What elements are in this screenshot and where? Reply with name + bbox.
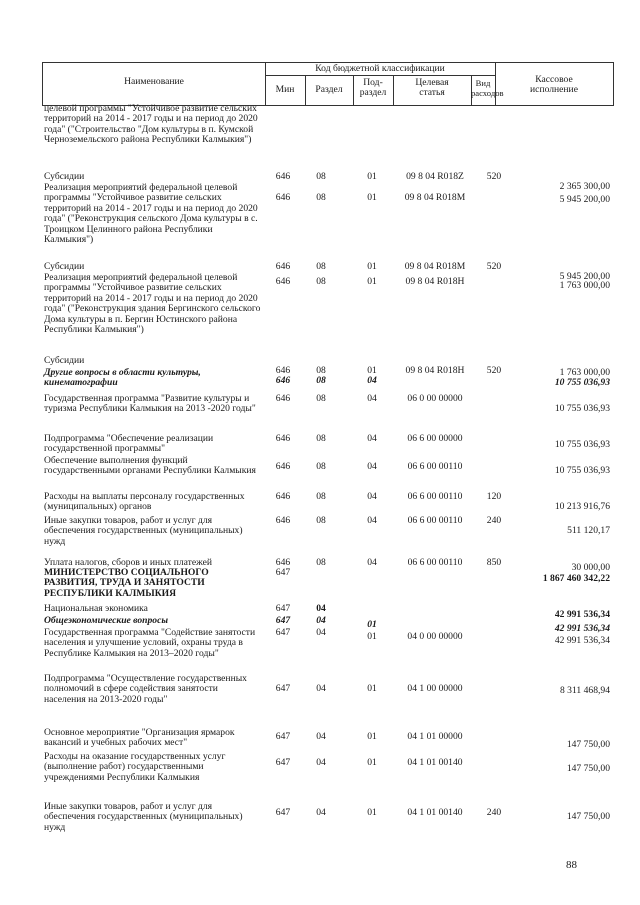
row-podrazdel: 01	[367, 261, 377, 272]
row-min: 647	[275, 757, 291, 768]
row-podrazdel: 04	[367, 557, 377, 568]
row-sum: 2 365 300,00	[559, 181, 610, 192]
row-min: 647	[275, 603, 291, 614]
header-podrazdel: Под- раздел	[359, 77, 387, 98]
row-celevaya: 04 1 01 00140	[407, 807, 463, 818]
row-celevaya: 06 6 00 00110	[407, 461, 463, 472]
row-min: 647	[275, 807, 291, 818]
row-podrazdel: 01	[367, 619, 377, 630]
row-razdel: 08	[316, 461, 326, 472]
row-podrazdel: 01	[367, 807, 377, 818]
row-podrazdel: 04	[367, 375, 377, 386]
row-min: 647	[275, 627, 291, 638]
header-razdel: Раздел	[315, 84, 343, 95]
table-header	[42, 62, 614, 106]
row-celevaya: 04 0 00 00000	[407, 631, 463, 642]
row-name: Подпрограмма "Осуществление государственных полномочий в сфере содействия занятости населения на 2013-2020 годы"	[44, 673, 247, 705]
row-name: Субсидии	[44, 171, 85, 182]
row-vid: 850	[486, 557, 502, 568]
row-razdel: 04	[316, 807, 326, 818]
row-razdel: 04	[316, 627, 326, 638]
row-razdel: 08	[316, 491, 326, 502]
row-sum: 147 750,00	[566, 763, 610, 774]
row-razdel: 08	[316, 433, 326, 444]
row-podrazdel: 04	[367, 515, 377, 526]
row-podrazdel: 04	[367, 491, 377, 502]
row-sum: 5 945 200,00	[559, 271, 610, 282]
row-razdel: 08	[316, 393, 326, 404]
header-kbk: Код бюджетной классификации	[315, 63, 445, 74]
row-razdel: 08	[316, 515, 326, 526]
row-name: Обеспечение выполнения функций государственными органами Республики Калмыкия	[44, 455, 256, 477]
row-name: Расходы на оказание государственных услуг (выполнение работ) государственными учреждениями Республики Калмыкия	[44, 751, 226, 783]
row-podrazdel: 01	[367, 683, 377, 694]
row-sum: 10 755 036,93	[554, 439, 610, 450]
row-sum: 1 867 460 342,22	[542, 573, 610, 584]
row-celevaya: 06 6 00 00110	[407, 515, 463, 526]
row-vid: 520	[486, 171, 502, 182]
row-sum: 5 945 200,00	[559, 194, 610, 205]
row-name: Государственная программа "Развитие культуры и туризма Республики Калмыкия на 2013 -2020 годы"	[44, 393, 256, 415]
row-name: целевой программы "Устойчивое развитие сельских территорий на 2014 - 2017 годы и на период до 2020 года" ("Строительство "Дом культуры в п. Кумской Черноземельского района Республики Калмыкия")	[44, 103, 258, 146]
header-celevaya: Целевая статья	[415, 77, 449, 98]
row-celevaya: 06 6 00 00110	[407, 491, 463, 502]
row-celevaya: 06 0 00 00000	[407, 393, 463, 404]
row-name: Расходы на выплаты персоналу государственных (муниципальных) органов	[44, 491, 245, 513]
row-name: Уплата налогов, сборов и иных платежей	[44, 557, 213, 568]
row-podrazdel: 01	[367, 731, 377, 742]
row-name: Государственная программа "Содействие занятости населения и улучшение условий, охраны труда в Республике Калмыкия на 2013–2020 годы"	[44, 627, 256, 659]
row-podrazdel: 04	[367, 393, 377, 404]
row-min: 646	[275, 192, 291, 203]
row-min: 646	[275, 393, 291, 404]
row-name: Основное мероприятие "Организация ярмарок вакансий и учебных рабочих мест"	[44, 727, 235, 749]
row-podrazdel: 01	[367, 171, 377, 182]
row-sum: 30 000,00	[571, 562, 610, 573]
row-name: Другие вопросы в области культуры, кинематографии	[44, 367, 201, 389]
row-celevaya: 06 6 00 00110	[407, 557, 463, 568]
row-sum: 42 991 536,34	[554, 635, 610, 646]
row-name: Общеэкономические вопросы	[44, 615, 168, 626]
row-celevaya: 09 8 04 R018M	[404, 192, 466, 203]
row-name: Национальная экономика	[44, 603, 148, 614]
row-podrazdel: 04	[367, 461, 377, 472]
row-name: Реализация мероприятий федеральной целевой программы "Устойчивое развитие сельских территорий на 2014 - 2017 годы и на период до 2020 года" ("Реконструкция здания Бергинского сельского Дома культуры в п. Бергин Юстинского района Республики Калмыкия")	[44, 272, 261, 336]
row-min: 646	[275, 276, 291, 287]
row-min: 646	[275, 461, 291, 472]
row-razdel: 08	[316, 375, 326, 386]
row-sum: 8 311 468,94	[559, 685, 610, 696]
row-sum: 1 763 000,00	[559, 280, 610, 291]
row-podrazdel: 01	[367, 192, 377, 203]
row-vid: 520	[486, 261, 502, 272]
row-celevaya: 04 1 01 00000	[407, 731, 463, 742]
row-razdel: 04	[316, 757, 326, 768]
row-name: Иные закупки товаров, работ и услуг для обеспечения государственных (муниципальных) нужд	[44, 515, 243, 547]
row-celevaya: 09 8 04 R018Z	[406, 171, 464, 182]
row-sum: 10 213 916,76	[554, 501, 610, 512]
row-vid: 240	[486, 515, 502, 526]
row-vid: 520	[486, 365, 502, 376]
row-min: 647	[275, 615, 291, 626]
row-podrazdel: 04	[367, 433, 377, 444]
row-razdel: 04	[316, 603, 326, 614]
row-sum: 42 991 536,34	[554, 623, 610, 634]
row-podrazdel: 01	[367, 631, 377, 642]
row-razdel: 08	[316, 192, 326, 203]
row-min: 646	[275, 375, 291, 386]
row-vid: 120	[486, 491, 502, 502]
row-min: 646	[275, 171, 291, 182]
header-name: Наименование	[124, 76, 184, 87]
page-number: 88	[566, 859, 577, 871]
row-razdel: 08	[316, 557, 326, 568]
row-razdel: 08	[316, 261, 326, 272]
row-min: 646	[275, 491, 291, 502]
row-min: 646	[275, 557, 291, 568]
row-podrazdel: 01	[367, 276, 377, 287]
row-razdel: 04	[316, 683, 326, 694]
row-celevaya: 09 8 04 R018H	[405, 276, 465, 287]
row-name: Субсидии	[44, 261, 85, 272]
row-sum: 10 755 036,93	[554, 377, 610, 388]
row-celevaya: 09 8 04 R018H	[405, 365, 465, 376]
row-razdel: 08	[316, 365, 326, 376]
row-min: 646	[275, 515, 291, 526]
row-min: 647	[275, 567, 291, 578]
row-razdel: 08	[316, 171, 326, 182]
row-min: 646	[275, 433, 291, 444]
row-sum: 10 755 036,93	[554, 403, 610, 414]
row-celevaya: 04 1 00 00000	[407, 683, 463, 694]
row-celevaya: 09 8 04 R018M	[404, 261, 466, 272]
row-celevaya: 06 6 00 00000	[407, 433, 463, 444]
row-min: 647	[275, 731, 291, 742]
row-name: Иные закупки товаров, работ и услуг для обеспечения государственных (муниципальных) нужд	[44, 801, 243, 833]
header-kassovoe: Кассовое исполнение	[530, 74, 578, 95]
row-vid: 240	[486, 807, 502, 818]
row-razdel: 04	[316, 615, 326, 626]
row-name: Подпрограмма "Обеспечение реализации государственной программы"	[44, 433, 214, 455]
row-celevaya: 04 1 01 00140	[407, 757, 463, 768]
row-min: 646	[275, 365, 291, 376]
header-vid: Вид расходов	[471, 78, 504, 98]
row-sum: 1 763 000,00	[559, 367, 610, 378]
row-sum: 147 750,00	[566, 811, 610, 822]
row-podrazdel: 01	[367, 757, 377, 768]
row-name: Субсидии	[44, 355, 85, 366]
row-min: 647	[275, 683, 291, 694]
row-min: 646	[275, 261, 291, 272]
row-podrazdel: 01	[367, 365, 377, 376]
row-name: Реализация мероприятий федеральной целевой программы "Устойчивое развитие сельских территорий на 2014 - 2017 годы и на период до 2020 года" ("Реконструкция сельского Дома культуры в с. Троицком Целинного района Республики Калмыкия")	[44, 182, 258, 246]
row-razdel: 08	[316, 276, 326, 287]
row-name: МИНИСТЕРСТВО СОЦИАЛЬНОГО РАЗВИТИЯ, ТРУДА И ЗАНЯТОСТИ РЕСПУБЛИКИ КАЛМЫКИЯ	[44, 567, 209, 599]
row-sum: 511 120,17	[567, 525, 610, 536]
row-sum: 147 750,00	[566, 739, 610, 750]
row-razdel: 04	[316, 731, 326, 742]
header-divider	[265, 75, 495, 76]
row-sum: 10 755 036,93	[554, 465, 610, 476]
row-sum: 42 991 536,34	[554, 609, 610, 620]
header-min: Мин	[275, 84, 295, 95]
